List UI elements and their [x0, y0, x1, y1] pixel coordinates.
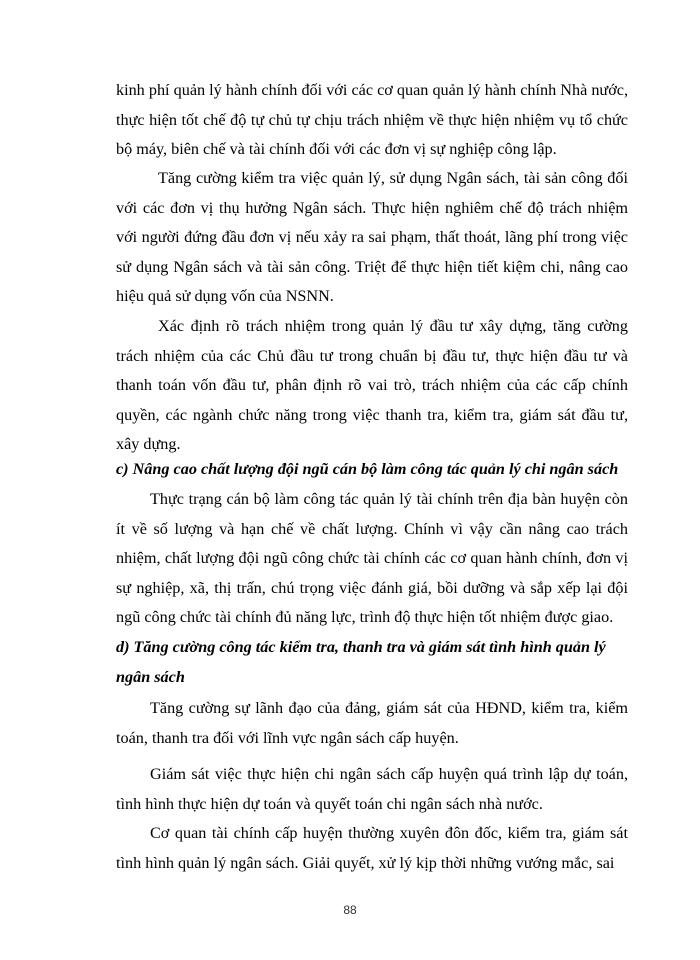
paragraph-1: kinh phí quản lý hành chính đối với các cơ quan quản lý hành chính Nhà nước, thực hiện tốt chế độ tự chủ tự chịu trách nhiệm về thực hiện nhiệm vụ tổ chức bộ máy, biên chế và tài chính đối với các đơn vị sự nghiệp công lập.	[116, 81, 628, 158]
paragraph-4: Thực trạng cán bộ làm công tác quản lý tài chính trên địa bàn huyện còn ít về số lượng và hạn chế về chất lượng. Chính vì vậy cần nâng cao trách nhiệm, chất lượng đội ngũ công chức tài chính các cơ quan hành chính, đơn vị sự nghiệp, xã, thị trấn, chú trọng việc đánh giá, bồi dưỡng và sắp xếp lại đội ngũ công chức tài chính đủ năng lực, trình độ thực hiện tốt nhiệm được giao.	[116, 490, 628, 626]
paragraph-6: Giám sát việc thực hiện chi ngân sách cấp huyện quá trình lập dự toán, tình hình thực hiện dự toán và quyết toán chi ngân sách nhà nước.	[116, 765, 628, 813]
paragraph-5: Tăng cường sự lãnh đạo của đảng, giám sát của HĐND, kiểm tra, kiểm toán, thanh tra đối với lĩnh vực ngân sách cấp huyện.	[116, 699, 628, 747]
paragraph-2: Tăng cường kiểm tra việc quản lý, sử dụng Ngân sách, tài sản công đối với các đơn vị thụ hưởng Ngân sách. Thực hiện nghiêm chế độ trách nhiệm với người đứng đầu đơn vị nếu xảy ra sai phạm, thất thoát, lãng phí trong việc sử dụng Ngân sách và tài sản công. Triệt để thực hiện tiết kiệm chi, nâng cao hiệu quả sử dụng vốn của NSNN.	[116, 169, 628, 305]
section-heading-c: c) Nâng cao chất lượng đội ngũ cán bộ làm công tác quản lý chi ngân sách	[116, 460, 619, 478]
page-number: 88	[343, 903, 357, 917]
paragraph-3: Xác định rõ trách nhiệm trong quản lý đầu tư xây dựng, tăng cường trách nhiệm của các Chủ đầu tư trong chuẩn bị đầu tư, thực hiện đầu tư và thanh toán vốn đầu tư, phân định rõ vai trò, trách nhiệm của các cấp chính quyền, các ngành chức năng trong việc thanh tra, kiểm tra, giám sát đầu tư, xây dựng.	[116, 317, 628, 453]
section-heading-d: d) Tăng cường công tác kiểm tra, thanh tra và giám sát tình hình quản lý ngân sách	[116, 638, 606, 686]
paragraph-7: Cơ quan tài chính cấp huyện thường xuyên đôn đốc, kiểm tra, giám sát tình hình quản lý ngân sách. Giải quyết, xử lý kịp thời những vướng mắc, sai	[116, 824, 628, 872]
